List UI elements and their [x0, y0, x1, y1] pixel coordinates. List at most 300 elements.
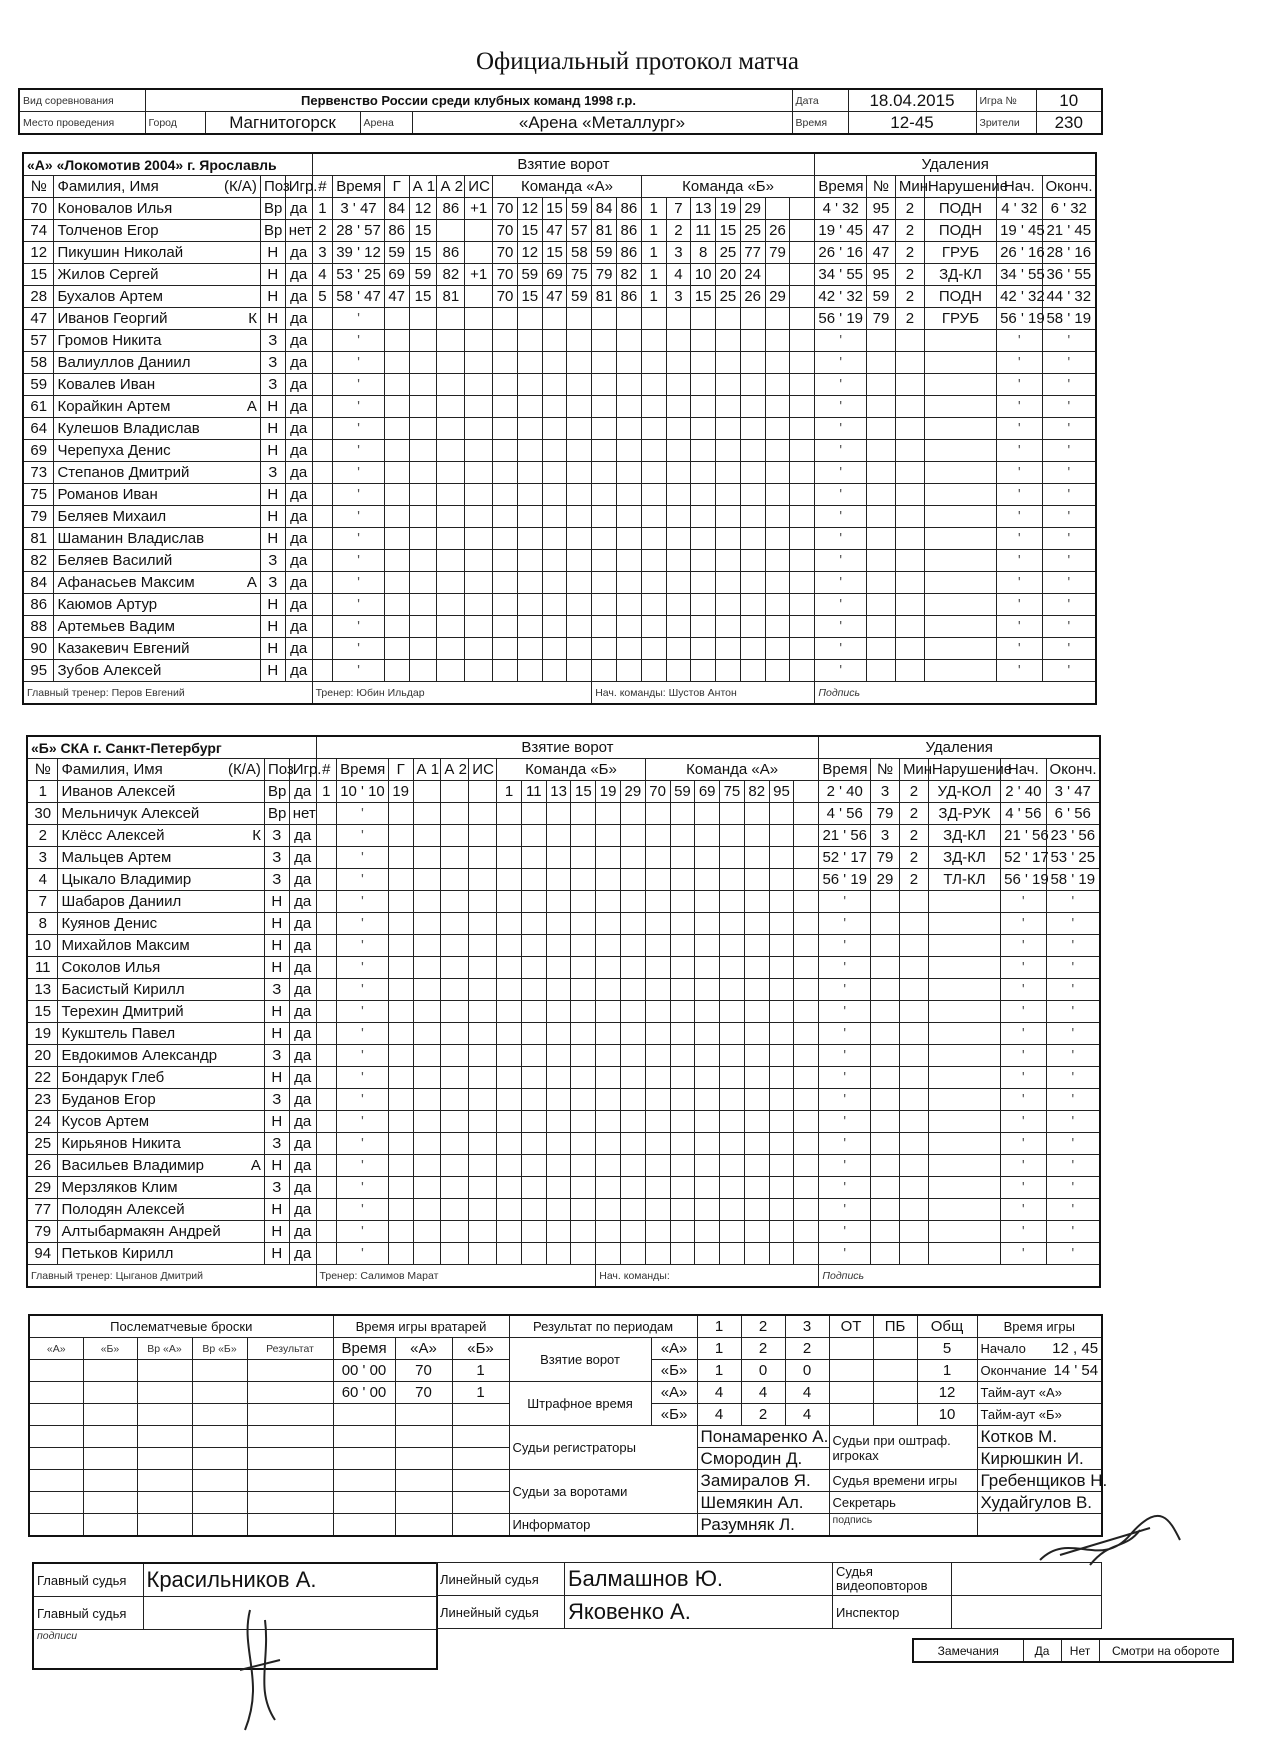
on-ice-player: 70: [493, 220, 518, 242]
on-ice-cell: [645, 891, 670, 913]
penalty-end: ': [1042, 484, 1096, 506]
on-ice-cell: [666, 594, 691, 616]
penalty-start-sec: 19: [1032, 871, 1049, 888]
pim-b-p1: 4: [697, 1404, 741, 1426]
penalty-end: ': [1042, 528, 1096, 550]
player-played: да: [285, 528, 312, 550]
on-ice-cell: [621, 913, 646, 935]
arena-value: «Арена «Металлург»: [412, 112, 792, 135]
penalty-cell: [924, 506, 996, 528]
on-ice-cell: [720, 891, 745, 913]
goal-scorer: 69: [384, 264, 409, 286]
penalty-end-min: 36: [1046, 266, 1064, 283]
shootout-cell: [29, 1382, 83, 1404]
on-ice-cell: [740, 330, 765, 352]
goal-cell: [413, 1199, 441, 1221]
pen-col-minutes: Мин: [899, 759, 928, 781]
penalty-cell: [924, 638, 996, 660]
opp-on-ice-player: 70: [645, 781, 670, 803]
goal-assist-1: 15: [409, 286, 437, 308]
goal-time-sec: 12: [364, 244, 381, 261]
on-ice-cell: [546, 935, 571, 957]
goal-assist-1: 15: [409, 220, 437, 242]
player-number: 7: [27, 891, 58, 913]
opp-on-ice-player: 20: [716, 264, 741, 286]
shootout-cell: [137, 1470, 192, 1492]
on-ice-cell: [794, 1023, 819, 1045]
penalty-time: ': [819, 1111, 871, 1133]
penalty-time-min: 42: [818, 288, 836, 305]
goal-cell: [465, 594, 493, 616]
penalty-cell: [895, 550, 924, 572]
on-ice-cell: [596, 803, 621, 825]
team-a-section: [22, 152, 1097, 705]
head-coach: Главный тренер: Цыганов Дмитрий: [27, 1265, 316, 1288]
player-number: 73: [23, 462, 54, 484]
shootout-title: Послематчевые броски: [29, 1315, 333, 1338]
penalty-start: ': [997, 638, 1042, 660]
shootout-cell: [29, 1360, 83, 1382]
penalty-cell: [895, 462, 924, 484]
on-ice-cell: [645, 913, 670, 935]
on-ice-cell: [592, 528, 617, 550]
goal-cell: [437, 308, 465, 330]
team-b-section: [26, 735, 1101, 1288]
goal-assist-2: 86: [437, 242, 465, 264]
penalty-cell: [924, 660, 996, 682]
penalty-start: ': [997, 616, 1042, 638]
shootout-cell: [83, 1404, 137, 1426]
on-ice-player: 59: [592, 242, 617, 264]
player-name: Шаманин Владислав: [57, 530, 205, 547]
penalty-end: ': [1042, 616, 1096, 638]
on-ice-cell: [497, 979, 522, 1001]
on-ice-cell: [521, 1221, 546, 1243]
on-ice-cell: [497, 803, 522, 825]
penalty-time: ': [815, 638, 867, 660]
penalty-end: 6 ' 32: [1042, 198, 1096, 220]
penalty-time-min: 21: [822, 827, 840, 844]
goal-number: [316, 847, 337, 869]
penalty-cell: [924, 440, 996, 462]
player-name: Полодян Алексей: [61, 1201, 185, 1218]
on-ice-cell: [670, 1243, 695, 1265]
player-role: А: [246, 574, 257, 591]
goal-time: ': [337, 1045, 389, 1067]
on-ice-cell: [794, 803, 819, 825]
on-ice-cell: [720, 913, 745, 935]
goal-cell: [469, 1045, 497, 1067]
gk-row-1-a: 70: [395, 1360, 452, 1382]
penalty-time: 42 ' 32: [815, 286, 867, 308]
goal-cell: [388, 847, 413, 869]
referee-1: Красильников А.: [143, 1563, 437, 1597]
goal-cell: [437, 396, 465, 418]
goal-cell: [384, 638, 409, 660]
penalty-end: 3 ' 47: [1046, 781, 1100, 803]
player-number: 10: [27, 935, 58, 957]
pen-col-start: Нач.: [997, 176, 1042, 198]
on-ice-cell: [616, 374, 641, 396]
goals-a-p3: 2: [785, 1338, 829, 1360]
on-ice-cell: [670, 979, 695, 1001]
goal-col-number: #: [316, 759, 337, 781]
on-ice-cell: [670, 1111, 695, 1133]
goal-col-assist-2: А 2: [441, 759, 469, 781]
player-played: да: [289, 935, 316, 957]
penalty-time: ': [819, 1089, 871, 1111]
player-row: [27, 1133, 1100, 1155]
goal-time: ': [333, 506, 385, 528]
on-ice-cell: [592, 352, 617, 374]
player-name-cell: [54, 198, 260, 220]
on-ice-cell: [542, 374, 567, 396]
goals-a-total: 5: [917, 1338, 977, 1360]
penalty-cell: [899, 979, 928, 1001]
on-ice-cell: [571, 1155, 596, 1177]
goal-cell: [409, 352, 437, 374]
on-ice-cell: [744, 1243, 769, 1265]
penalty-end-sec: 19: [1074, 310, 1092, 327]
on-ice-cell: [769, 869, 794, 891]
player-row: [27, 1089, 1100, 1111]
on-ice-cell: [596, 1111, 621, 1133]
on-ice-cell: [744, 1199, 769, 1221]
player-position: Н: [260, 308, 285, 330]
goal-time: ': [337, 1221, 389, 1243]
match-header: [18, 88, 1101, 135]
goal-cell: [441, 1243, 469, 1265]
player-position: З: [264, 869, 289, 891]
on-ice-cell: [645, 979, 670, 1001]
penalty-time: ': [815, 550, 867, 572]
pen-col-end: Оконч.: [1046, 759, 1100, 781]
penalty-end-min: 28: [1046, 244, 1064, 261]
shootout-cell: [137, 1514, 192, 1537]
player-row: [23, 308, 1096, 330]
player-row: [27, 1221, 1100, 1243]
player-name-cell: [54, 352, 260, 374]
on-ice-cell: [521, 1199, 546, 1221]
penalty-start-min: 56: [1004, 871, 1021, 888]
on-ice-cell: [542, 396, 567, 418]
player-played: да: [285, 594, 312, 616]
gk-cell: [333, 1448, 395, 1470]
penalty-time: 26 ' 16: [815, 242, 867, 264]
player-name: Кукштель Павел: [61, 1025, 176, 1042]
penalty-end: 23 ' 56: [1046, 825, 1100, 847]
on-ice-cell: [592, 660, 617, 682]
on-ice-cell: [744, 803, 769, 825]
penalty-start: ': [1001, 979, 1046, 1001]
referee-2-label: Главный судья: [33, 1597, 143, 1630]
goal-cell: [409, 506, 437, 528]
on-ice-cell: [740, 484, 765, 506]
goal-number: [316, 1001, 337, 1023]
player-row: [23, 440, 1096, 462]
on-ice-cell: [666, 396, 691, 418]
goal-col-scorer: Г: [388, 759, 413, 781]
player-name: Артемьев Вадим: [57, 618, 175, 635]
player-position: Н: [264, 1199, 289, 1221]
on-ice-cell: [621, 891, 646, 913]
col-played: Игр.: [289, 759, 316, 781]
player-name-cell: [54, 528, 260, 550]
on-ice-cell: [497, 1023, 522, 1045]
penalty-end: ': [1042, 550, 1096, 572]
player-position: Н: [264, 957, 289, 979]
time-value: 12-45: [848, 112, 976, 135]
col-name: [54, 176, 260, 198]
penalty-end: ': [1042, 638, 1096, 660]
player-position: Н: [260, 242, 285, 264]
on-ice-cell: [765, 506, 790, 528]
on-ice-cell: [641, 528, 666, 550]
goal-cell: [441, 1089, 469, 1111]
footer-section: [28, 1314, 1108, 1537]
on-ice-cell: [695, 1177, 720, 1199]
gk-cell: [333, 1404, 395, 1426]
on-ice-cell: [517, 594, 542, 616]
penalties-section-title: Удаления: [819, 736, 1100, 759]
player-played: да: [289, 1023, 316, 1045]
penalty-cell: [871, 935, 900, 957]
shootout-cell: [192, 1470, 247, 1492]
goal-time: ': [333, 308, 385, 330]
penalty-time: ': [819, 1133, 871, 1155]
player-row: [23, 198, 1096, 220]
penalty-time: ': [815, 660, 867, 682]
on-ice-cell: [716, 330, 741, 352]
player-name: Мельничук Алексей: [61, 805, 200, 822]
on-ice-cell: [546, 979, 571, 1001]
on-ice-cell: [695, 1045, 720, 1067]
gk-cell: [395, 1448, 452, 1470]
goal-cell: [413, 1177, 441, 1199]
on-ice-cell: [621, 1221, 646, 1243]
penalty-cell: [928, 891, 1000, 913]
opp-on-ice-player: 13: [691, 198, 716, 220]
on-ice-cell: [621, 1111, 646, 1133]
on-ice-cell: [744, 1177, 769, 1199]
goals-a-p2: 2: [741, 1338, 785, 1360]
penalty-cell: [895, 660, 924, 682]
player-name-cell: [58, 1023, 264, 1045]
on-ice-cell: [571, 1089, 596, 1111]
penalty-cell: [899, 1001, 928, 1023]
goal-cell: [437, 506, 465, 528]
on-ice-cell: [691, 506, 716, 528]
on-ice-cell: [596, 1045, 621, 1067]
on-ice-cell: [592, 308, 617, 330]
player-position: З: [264, 1045, 289, 1067]
player-number: 59: [23, 374, 54, 396]
on-ice-cell: [720, 1221, 745, 1243]
on-ice-cell: [666, 308, 691, 330]
goal-cell: [388, 957, 413, 979]
opp-on-ice-player: 8: [691, 242, 716, 264]
on-ice-cell: [794, 1067, 819, 1089]
goal-cell: [409, 308, 437, 330]
goal-number: [316, 1067, 337, 1089]
player-name: Корайкин Артем: [57, 398, 171, 415]
player-name-cell: [58, 1001, 264, 1023]
player-row: [23, 506, 1096, 528]
penalty-start: ': [997, 506, 1042, 528]
player-name-cell: [58, 913, 264, 935]
player-row: [23, 550, 1096, 572]
on-ice-cell: [567, 506, 592, 528]
on-ice-cell: [517, 462, 542, 484]
city-value: Магнитогорск: [205, 112, 360, 135]
gk-row-2-a: 70: [395, 1382, 452, 1404]
player-name: Алтыбармакян Андрей: [61, 1223, 221, 1240]
goal-cell: [437, 462, 465, 484]
pim-team-b-mark: «Б»: [651, 1404, 697, 1426]
on-ice-cell: [765, 308, 790, 330]
penalty-player: 59: [867, 286, 896, 308]
penalty-time-min: 19: [818, 222, 836, 239]
penalty-start: 52 ' 17: [1001, 847, 1046, 869]
player-role: А: [250, 1157, 261, 1174]
player-name-cell: [58, 1155, 264, 1177]
on-ice-cell: [592, 440, 617, 462]
on-ice-cell: [596, 825, 621, 847]
on-ice-cell: [720, 1045, 745, 1067]
shootout-cell: [137, 1404, 192, 1426]
player-row: [27, 1067, 1100, 1089]
goal-cell: [469, 803, 497, 825]
on-ice-cell: [621, 1001, 646, 1023]
on-ice-cell: [666, 440, 691, 462]
player-name-cell: [54, 330, 260, 352]
opp-on-ice-player: [790, 220, 815, 242]
player-position: Н: [264, 1111, 289, 1133]
goal-number: 1: [316, 781, 337, 803]
team-chief: Нач. команды:: [596, 1265, 819, 1288]
goal-cell: [413, 979, 441, 1001]
opp-on-ice-player: 7: [666, 198, 691, 220]
on-ice-cell: [493, 528, 518, 550]
on-ice-cell: [769, 1243, 794, 1265]
player-name-cell: [54, 616, 260, 638]
penalty-cell: [928, 957, 1000, 979]
goal-time-min: 28: [336, 222, 353, 239]
penalty-start: 56 ' 19: [1001, 869, 1046, 891]
on-ice-cell: [790, 506, 815, 528]
penalty-cell: [895, 572, 924, 594]
goal-number: [312, 572, 333, 594]
penalty-player: 3: [871, 825, 900, 847]
penalty-end-sec: 19: [1078, 871, 1096, 888]
player-name-cell: [58, 1133, 264, 1155]
on-ice-cell: [592, 594, 617, 616]
on-ice-cell: [790, 374, 815, 396]
goal-scorer: 19: [388, 781, 413, 803]
goal-number: [312, 616, 333, 638]
goal-time-min: 3: [340, 200, 349, 217]
player-name: Каюмов Артур: [57, 596, 158, 613]
goal-cell: [388, 1221, 413, 1243]
goal-time: ': [333, 550, 385, 572]
time-label: Время: [792, 112, 848, 135]
on-ice-cell: [645, 847, 670, 869]
goal-cell: [469, 935, 497, 957]
on-ice-cell: [596, 979, 621, 1001]
penalty-cell: [928, 1133, 1000, 1155]
opp-on-ice-player: [765, 264, 790, 286]
goal-cell: [409, 330, 437, 352]
penalty-player: 47: [867, 220, 896, 242]
gk-row-2-b: 1: [452, 1382, 509, 1404]
player-name-cell: [58, 935, 264, 957]
player-number: 84: [23, 572, 54, 594]
goal-time: ': [333, 330, 385, 352]
penalty-time: ': [815, 396, 867, 418]
penalty-start: 56 ' 19: [997, 308, 1042, 330]
penalty-cell: [895, 616, 924, 638]
on-ice-cell: [744, 825, 769, 847]
goal-number: [316, 935, 337, 957]
player-row: [23, 242, 1096, 264]
goals-b-total: 1: [917, 1360, 977, 1382]
game-start-min: 12: [1052, 1340, 1069, 1357]
on-ice-cell: [695, 1023, 720, 1045]
on-ice-cell: [666, 462, 691, 484]
on-ice-cell: [596, 1133, 621, 1155]
on-ice-cell: [691, 528, 716, 550]
penalty-time: ': [815, 594, 867, 616]
on-ice-cell: [567, 308, 592, 330]
goal-cell: [469, 847, 497, 869]
on-ice-cell: [666, 638, 691, 660]
player-row: [27, 1243, 1100, 1265]
penalty-start: ': [1001, 1155, 1046, 1177]
penalty-cell: [895, 484, 924, 506]
player-number: 23: [27, 1089, 58, 1111]
player-number: 74: [23, 220, 54, 242]
on-ice-cell: [670, 1155, 695, 1177]
goal-cell: [413, 869, 441, 891]
penalty-time-sec: 56: [846, 805, 863, 822]
on-ice-cell: [546, 1199, 571, 1221]
on-ice-cell: [695, 825, 720, 847]
player-name: Черепуха Денис: [57, 442, 171, 459]
on-ice-cell: [720, 1155, 745, 1177]
penalty-end: ': [1046, 1001, 1100, 1023]
penalty-end-sec: 32: [1074, 288, 1092, 305]
opp-on-ice-player: 77: [740, 242, 765, 264]
goal-cell: [384, 616, 409, 638]
game-end-min: 14: [1053, 1362, 1071, 1379]
on-ice-cell: [497, 913, 522, 935]
referee-1-label: Главный судья: [33, 1563, 143, 1597]
goals-a-p1: 1: [697, 1338, 741, 1360]
penalty-time-min: 26: [818, 244, 836, 261]
on-ice-cell: [790, 418, 815, 440]
goal-cell: [409, 528, 437, 550]
penalty-cell: [928, 1221, 1000, 1243]
goals-b-p1: 1: [697, 1360, 741, 1382]
goal-cell: [413, 957, 441, 979]
goal-cell: [441, 1001, 469, 1023]
on-ice-cell: [493, 660, 518, 682]
on-ice-cell: [592, 638, 617, 660]
sign-small-label: подпись: [829, 1514, 977, 1537]
on-ice-cell: [517, 528, 542, 550]
on-ice-cell: [790, 396, 815, 418]
penalty-end: ': [1046, 1133, 1100, 1155]
